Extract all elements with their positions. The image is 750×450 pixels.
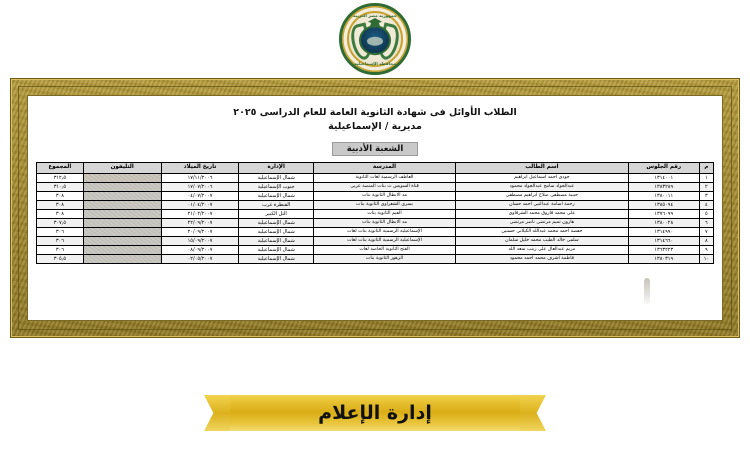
table-row[interactable] [37, 246, 714, 255]
seat-number-cell: ١٣٧٦٠٩٩ [628, 210, 699, 219]
school-cell: مد الابطال الثانوية بنات [313, 219, 455, 228]
column-header-admin: الإدارة [239, 163, 313, 174]
student-name-cell: على محمد فاروق محمد الشرقاوى [456, 210, 629, 219]
table-row[interactable] [37, 210, 714, 219]
row-index-cell: ١٠ [699, 255, 713, 264]
column-header-total: المجموع [37, 163, 84, 174]
administration-cell: شمال الإسماعيلية [239, 174, 313, 183]
row-index-cell: ١ [699, 174, 713, 183]
row-index-cell: ٦ [699, 219, 713, 228]
birth-date-cell: ٢٠/٠٩/٢٠٠٧ [161, 228, 239, 237]
scan-artifact [644, 278, 650, 304]
table-row[interactable] [37, 228, 714, 237]
seat-number-cell: ١٣٨٠٠١١ [628, 192, 699, 201]
row-index-cell: ٢ [699, 183, 713, 192]
total-score-cell: ٣٠٨ [37, 201, 84, 210]
table-row[interactable] [37, 237, 714, 246]
administration-cell: شمال الإسماعيلية [239, 228, 313, 237]
phone-cell [83, 228, 161, 237]
student-name-cell: جودى احمد اسماعيل ابراهيم [456, 174, 629, 183]
ribbon-tail-left [204, 395, 230, 431]
ribbon-label: إدارة الإعلام [318, 402, 432, 424]
gold-picture-frame [10, 78, 740, 338]
school-cell: الزهور الثانوية بنات [313, 255, 455, 264]
birth-date-cell: ١٥/٠٩/٢٠٠٧ [161, 237, 239, 246]
seat-number-cell: ١٣٦٣٢٢٣ [628, 246, 699, 255]
student-name-cell: هارون تميم مرتضى ناصر مرتضى [456, 219, 629, 228]
seat-number-cell: ١٣١٤٦٦٠ [628, 237, 699, 246]
emblem-header [0, 4, 750, 74]
birth-date-cell: ١٧/١١/٢٠٠٦ [161, 174, 239, 183]
seat-number-cell: ١٣٨٠٣١٩ [628, 255, 699, 264]
column-header-name: اسم الطالب [456, 163, 629, 174]
school-cell: الإسماعيلية الرسمية الثانوية بنات لغات [313, 237, 455, 246]
column-header-seat: رقم الجلوس [628, 163, 699, 174]
phone-cell [83, 201, 161, 210]
total-score-cell: ٣٠٧٫٥ [37, 219, 84, 228]
footer-ribbon-wrap [0, 392, 750, 434]
seal-center-medallion [359, 25, 391, 55]
row-index-cell: ٣ [699, 192, 713, 201]
student-name-cell: رحمة اسامة عبدالنبى احمد حسان [456, 201, 629, 210]
phone-cell [83, 183, 161, 192]
media-department-ribbon [230, 395, 520, 431]
row-index-cell: ٤ [699, 201, 713, 210]
total-score-cell: ٣٠٥٫٥ [37, 255, 84, 264]
administration-cell: شمال الإسماعيلية [239, 255, 313, 264]
column-header-dob: تاريخ الميلاد [161, 163, 239, 174]
administration-cell: شمال الإسماعيلية [239, 219, 313, 228]
birth-date-cell: ٢٢/٠٩/٢٠٠٧ [161, 219, 239, 228]
birth-date-cell: ٢١/٠٢/٢٠٠٧ [161, 210, 239, 219]
total-score-cell: ٣٠٦ [37, 237, 84, 246]
table-header-row [37, 163, 714, 174]
table-row[interactable] [37, 174, 714, 183]
school-cell: الفتح الثانوية الخاصة لغات [313, 246, 455, 255]
phone-cell [83, 174, 161, 183]
table-row[interactable] [37, 219, 714, 228]
school-cell: بسرى الشعراوى الثانوية بنات [313, 201, 455, 210]
ribbon-tail-right [520, 395, 546, 431]
student-name-cell: عبدالجواد سامح عبدالجواد محمود [456, 183, 629, 192]
seat-number-cell: ١٣١٤٩٩٠ [628, 228, 699, 237]
table-row[interactable] [37, 201, 714, 210]
birth-date-cell: ٠٢/٠٥/٢٠٠٧ [161, 255, 239, 264]
section-badge: الشعبة الأدبية [332, 142, 419, 156]
row-index-cell: ٨ [699, 237, 713, 246]
seal-bottom-text: محافظة الإسماعيلية [354, 61, 396, 66]
table-row[interactable] [37, 255, 714, 264]
phone-cell [83, 219, 161, 228]
results-table-wrapper [36, 162, 714, 264]
total-score-cell: ٣٠٦ [37, 246, 84, 255]
administration-cell: شمال الإسماعيلية [239, 237, 313, 246]
student-name-cell: مريم عبدالعال على زينب سعد الله [456, 246, 629, 255]
table-row[interactable] [37, 183, 714, 192]
top-students-table [36, 162, 714, 264]
seat-number-cell: ١٣١٤٠٠١ [628, 174, 699, 183]
governorate-seal-icon [339, 3, 411, 75]
total-score-cell: ٣١٢٫٥ [37, 174, 84, 183]
phone-cell [83, 210, 161, 219]
student-name-cell: فاطمة اشرف محمد احمد محمود [456, 255, 629, 264]
school-cell: الإسماعيلية الرسمية الثانوية بنات لغات [313, 228, 455, 237]
administration-cell: التل الكبير [239, 210, 313, 219]
birth-date-cell: ٠٨/٠٩/٢٠٠٧ [161, 246, 239, 255]
page-subtitle: مديرية / الإسماعيلية [328, 121, 422, 132]
total-score-cell: ٣١٠٫٥ [37, 183, 84, 192]
student-name-cell: حبيبة مصطفى صلاح ابراهيم مصطفى [456, 192, 629, 201]
document-paper [27, 95, 723, 321]
birth-date-cell: ٠٤/٠٧/٢٠٠٧ [161, 192, 239, 201]
school-cell: مد الابطال الثانوية بنات [313, 192, 455, 201]
table-row[interactable] [37, 192, 714, 201]
administration-cell: القنطرة غرب [239, 201, 313, 210]
row-index-cell: ٩ [699, 246, 713, 255]
page-title: الطلاب الأوائل فى شهادة الثانوية العامة للعام الدراسى ٢٠٢٥ [233, 107, 517, 118]
school-cell: العاطف الرسمية لغات الثانوية [313, 174, 455, 183]
column-header-school: المدرسة [313, 163, 455, 174]
birth-date-cell: ١٧/٠٧/٢٠٠٦ [161, 183, 239, 192]
seat-number-cell: ١٣٨٣٢٨٩ [628, 183, 699, 192]
row-index-cell: ٧ [699, 228, 713, 237]
total-score-cell: ٣٠٦ [37, 228, 84, 237]
school-cell: قناة السويس ث بنات المنصة عربى [313, 183, 455, 192]
administration-cell: شمال الإسماعيلية [239, 192, 313, 201]
section-badge-row [28, 136, 722, 156]
seat-number-cell: ١٣٨٠٠٢٨ [628, 219, 699, 228]
seat-number-cell: ١٣٨٥٠٩٤ [628, 201, 699, 210]
student-name-cell: سلمى خالد الطيب محمد خليل سلمان [456, 237, 629, 246]
phone-cell [83, 255, 161, 264]
birth-date-cell: ٠١/٠٤/٢٠٠٧ [161, 201, 239, 210]
row-index-cell: ٥ [699, 210, 713, 219]
seal-top-text: جمهورية مصر العربية [353, 13, 397, 18]
administration-cell: جنوب الإسماعيلية [239, 183, 313, 192]
total-score-cell: ٣٠٨ [37, 192, 84, 201]
phone-cell [83, 237, 161, 246]
column-header-phone: التليفون [83, 163, 161, 174]
student-name-cell: حفصة احمد محمد عبدالله الكيلانى حسنين [456, 228, 629, 237]
column-header-index: م [699, 163, 713, 174]
school-cell: الفيم الثانوية بنات [313, 210, 455, 219]
phone-cell [83, 246, 161, 255]
table-body [37, 174, 714, 264]
phone-cell [83, 192, 161, 201]
administration-cell: شمال الإسماعيلية [239, 246, 313, 255]
total-score-cell: ٣٠٨ [37, 210, 84, 219]
